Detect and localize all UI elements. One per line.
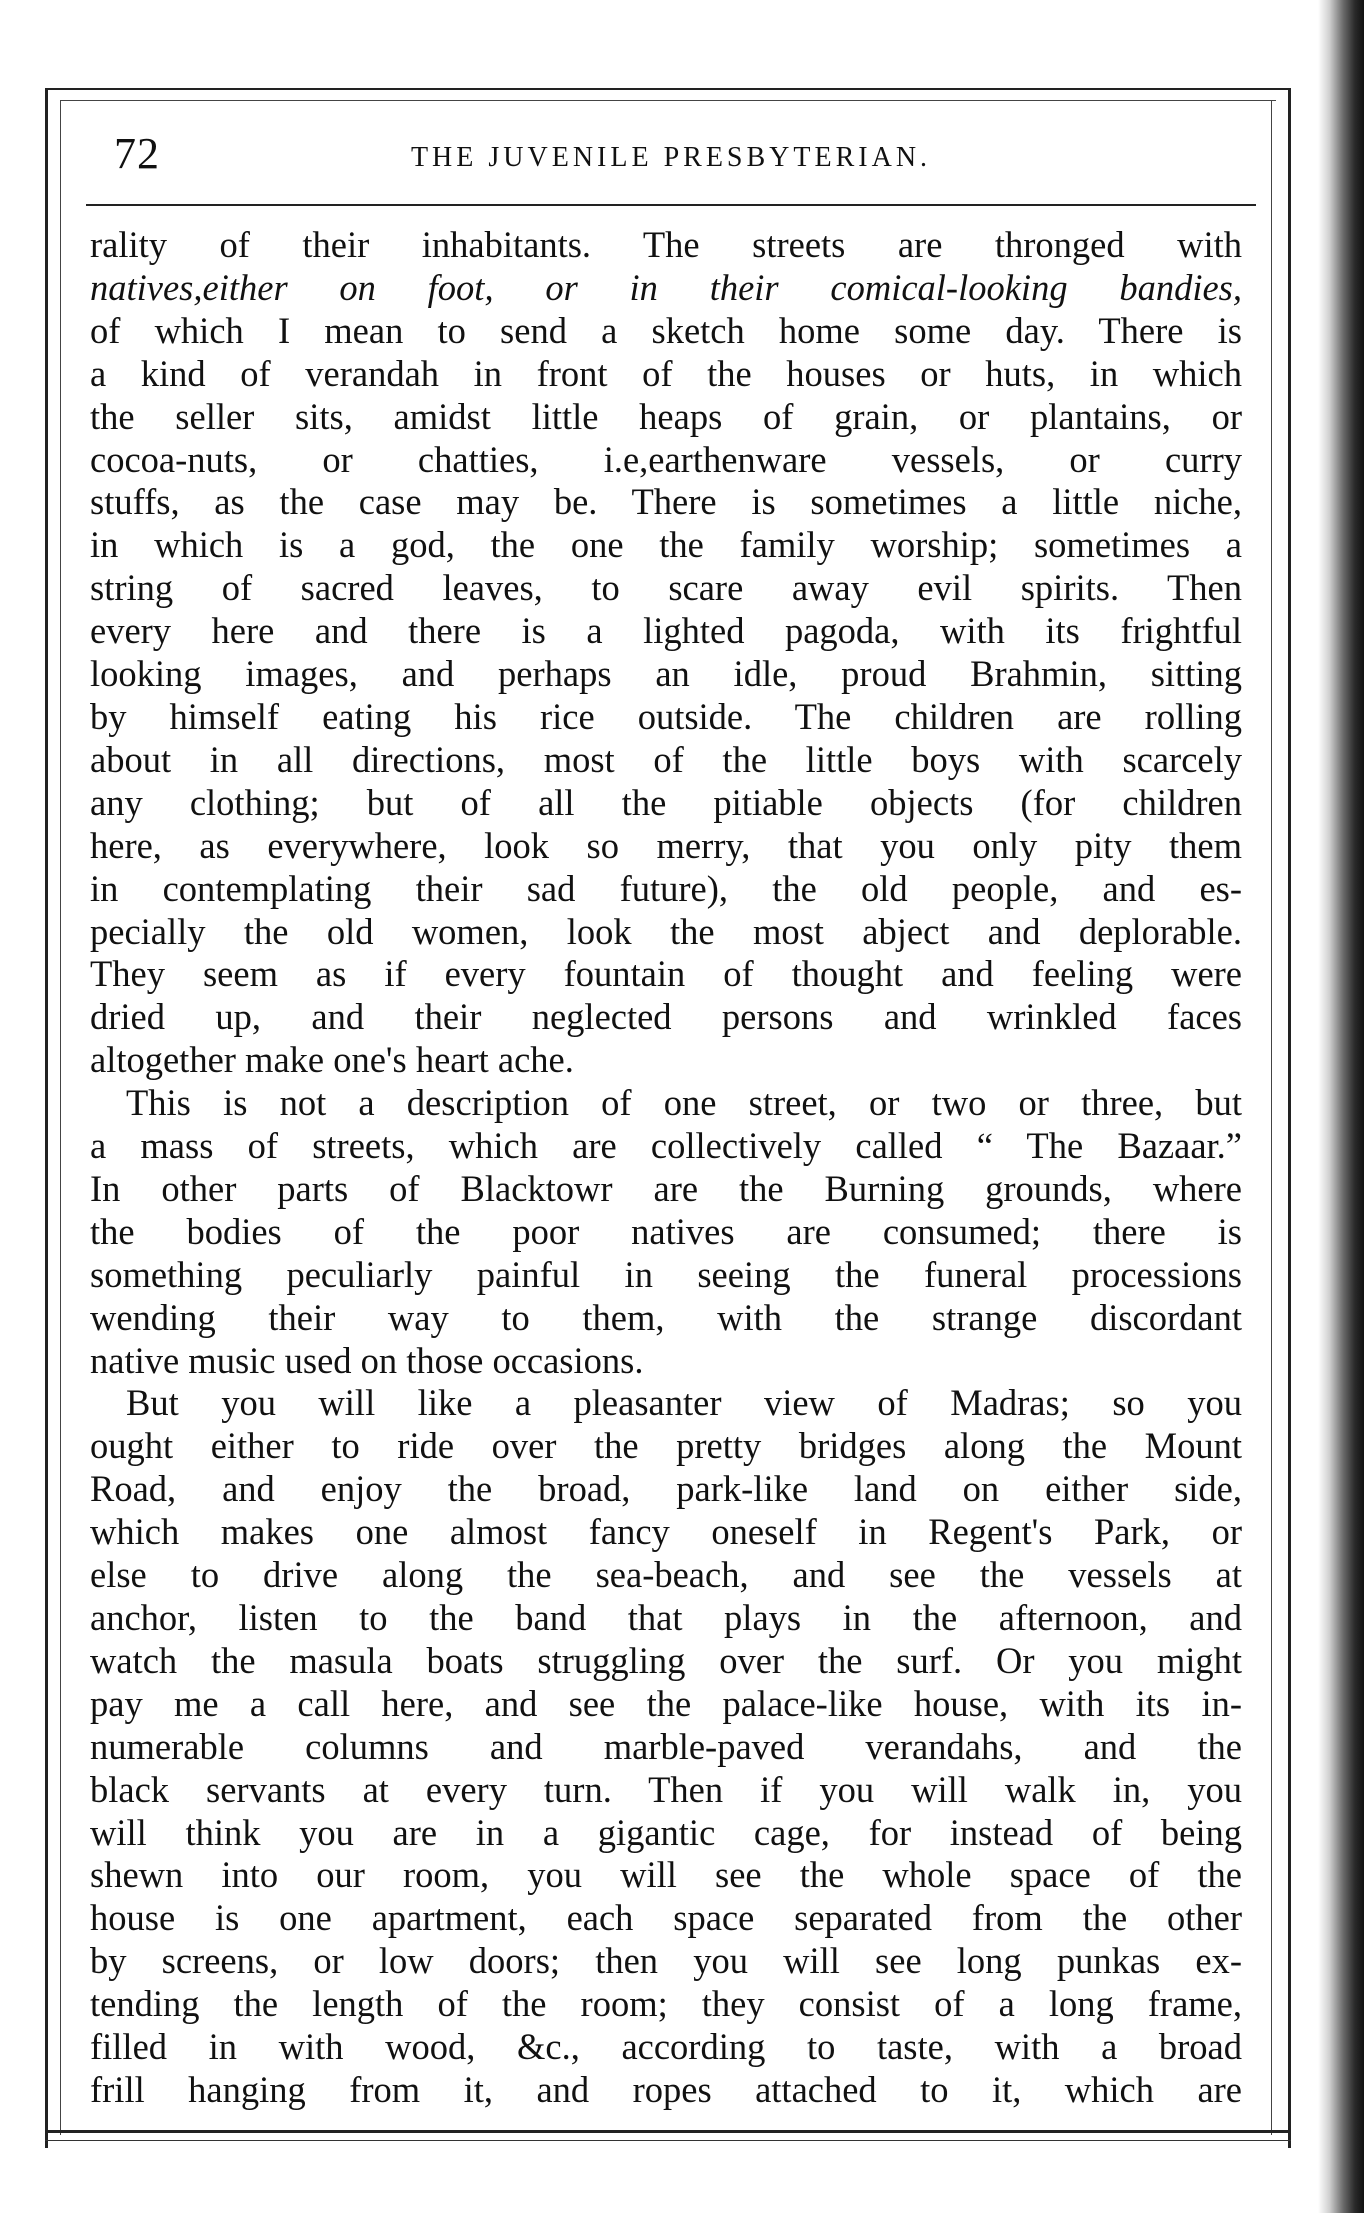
text-line: house is one apartment, each space separated from the other — [90, 1897, 1242, 1939]
text-line: the bodies of the poor natives are consumed; there is — [90, 1210, 1242, 1252]
text-line: numerable columns and marble-paved verandahs, and the — [90, 1725, 1242, 1767]
text-line: Road, and enjoy the broad, park-like land on either side, — [90, 1468, 1242, 1510]
text-line: tending the length of the room; they consist of a long frame, — [90, 1983, 1242, 2025]
text-line: by himself eating his rice outside. The children are rolling — [90, 695, 1242, 737]
text-line: watch the masula boats struggling over the surf. Or you might — [90, 1639, 1242, 1681]
book-spine-shadow — [1318, 0, 1364, 2213]
text-line: something peculiarly painful in seeing the funeral processions — [90, 1253, 1242, 1295]
text-line: pay me a call here, and see the palace-like house, with its in- — [90, 1682, 1242, 1724]
text-line: a kind of verandah in front of the houses or huts, in which — [90, 352, 1242, 394]
text-line: They seem as if every fountain of thought and feeling were — [90, 953, 1242, 995]
text-line: But you will like a pleasanter view of Madras; so you — [126, 1382, 1242, 1424]
paragraph-2 — [90, 1082, 1242, 1382]
text-line: wending their way to them, with the strange discordant — [90, 1296, 1242, 1338]
text-line: of which I mean to send a sketch home some day. There is — [90, 309, 1242, 351]
text-line: anchor, listen to the band that plays in the afternoon, and — [90, 1597, 1242, 1638]
text-line: in contemplating their sad future), the old people, and es- — [90, 867, 1242, 909]
text-line: stuffs, as the case may be. There is sometimes a little niche, — [90, 481, 1242, 523]
text-line: altogether make one's heart ache. — [90, 1039, 574, 1081]
paragraph-3 — [90, 1382, 1242, 2111]
running-title: THE JUVENILE PRESBYTERIAN. — [410, 142, 932, 173]
text-line: by screens, or low doors; then you will see long punkas ex- — [90, 1940, 1242, 1982]
bottom-border — [45, 2130, 1291, 2133]
text-line: In other parts of Blacktowr are the Burning grounds, where — [90, 1167, 1242, 1209]
text-line: shewn into our room, you will see the whole space of the — [90, 1854, 1242, 1896]
text-line: about in all directions, most of the little boys with scarcely — [90, 738, 1242, 780]
article-body — [90, 224, 1242, 2112]
text-line: cocoa-nuts, or chatties, i.e,earthenware vessels, or curry — [90, 438, 1242, 480]
text-line: which makes one almost fancy oneself in Regent's Park, or — [90, 1511, 1242, 1553]
text-line: looking images, and perhaps an idle, proud Brahmin, sitting — [90, 653, 1242, 695]
text-line: every here and there is a lighted pagoda, with its frightful — [90, 610, 1242, 652]
text-line: This is not a description of one street, or two or three, but — [126, 1082, 1242, 1124]
paragraph-1 — [90, 224, 1242, 1082]
text-line: filled in with wood, &c., according to taste, with a broad — [90, 2026, 1242, 2068]
text-line: ought either to ride over the pretty bridges along the Mount — [90, 1425, 1242, 1467]
bottom-border-thin — [45, 2140, 1291, 2141]
text-line: dried up, and their neglected persons and wrinkled faces — [90, 996, 1242, 1038]
text-line: pecially the old women, look the most abject and deplorable. — [90, 910, 1242, 952]
text-line: rality of their inhabitants. The streets are thronged with — [90, 224, 1242, 265]
header-rule — [86, 204, 1256, 206]
text-line: here, as everywhere, look so merry, that you only pity them — [90, 824, 1242, 866]
text-line: frill hanging from it, and ropes attached to it, which are — [90, 2068, 1242, 2110]
text-line: native music used on those occasions. — [90, 1339, 644, 1381]
page-number: 72 — [114, 129, 160, 178]
text-line: will think you are in a gigantic cage, for instead of being — [90, 1811, 1242, 1853]
text-line: else to drive along the sea-beach, and see the vessels at — [90, 1554, 1242, 1596]
text-line: string of sacred leaves, to scare away evil spirits. Then — [90, 567, 1242, 609]
text-line: in which is a god, the one the family worship; sometimes a — [90, 524, 1242, 566]
text-line: any clothing; but of all the pitiable objects (for children — [90, 781, 1242, 823]
text-line: a mass of streets, which are collectively called “ The Bazaar.” — [90, 1125, 1242, 1167]
text-line: natives,either on foot, or in their comical-looking bandies, — [90, 266, 1242, 308]
text-line: black servants at every turn. Then if you will walk in, you — [90, 1768, 1242, 1810]
page-header — [86, 128, 1256, 188]
text-line: the seller sits, amidst little heaps of grain, or plantains, or — [90, 395, 1242, 437]
